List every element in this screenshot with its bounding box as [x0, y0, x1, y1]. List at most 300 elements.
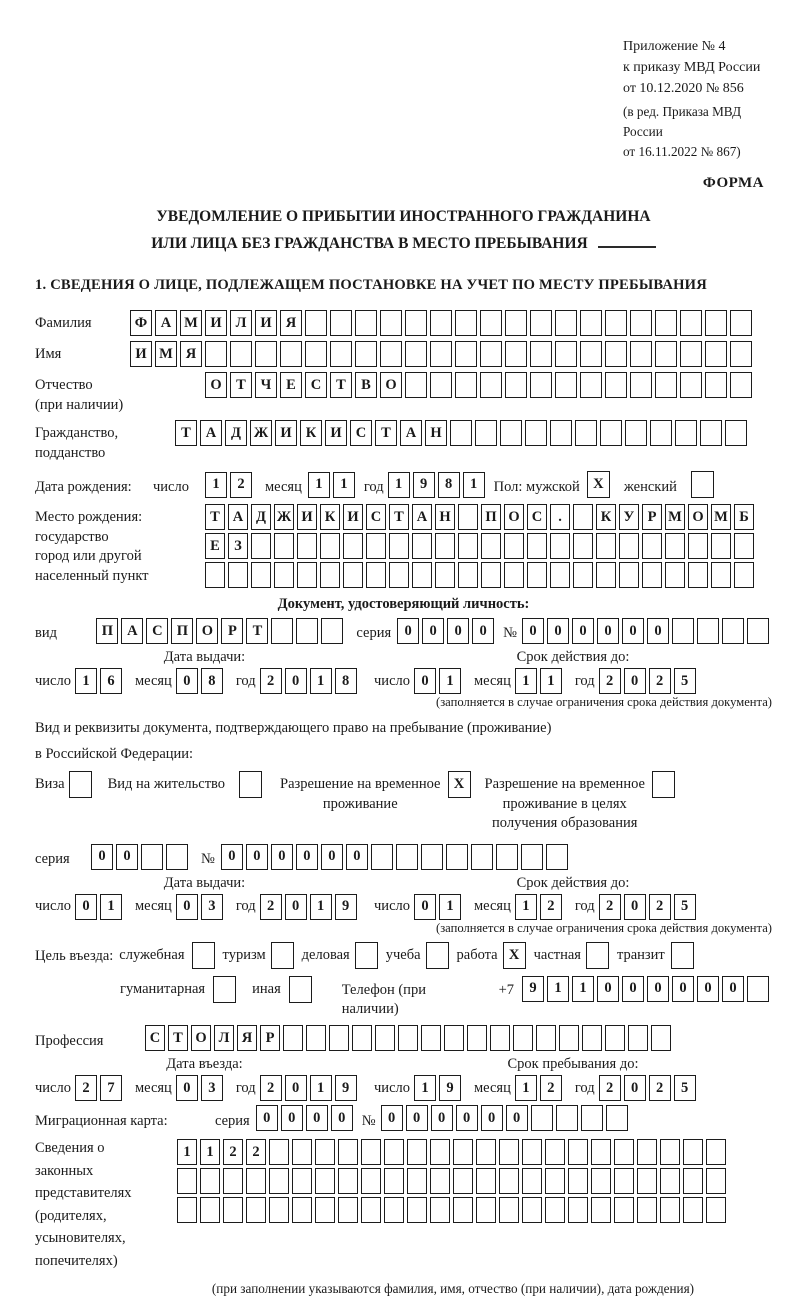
form-cell[interactable]: [573, 533, 593, 559]
form-cell[interactable]: [711, 562, 731, 588]
form-cell[interactable]: [280, 341, 302, 367]
form-cell[interactable]: О: [380, 372, 402, 398]
form-cell[interactable]: [205, 341, 227, 367]
form-cell[interactable]: [575, 420, 597, 446]
form-cell[interactable]: [605, 1025, 625, 1051]
form-cell[interactable]: 0: [176, 894, 198, 920]
form-cell[interactable]: 0: [672, 976, 694, 1002]
form-cell[interactable]: [446, 844, 468, 870]
form-cell[interactable]: [329, 1025, 349, 1051]
form-cell[interactable]: [330, 341, 352, 367]
form-cell[interactable]: 2: [260, 668, 282, 694]
form-cell[interactable]: 1: [200, 1139, 220, 1165]
form-cell[interactable]: 1: [388, 472, 410, 498]
form-cell[interactable]: Т: [246, 618, 268, 644]
form-cell[interactable]: 9: [413, 472, 435, 498]
form-cell[interactable]: [455, 372, 477, 398]
form-cell[interactable]: 1: [540, 668, 562, 694]
form-cell[interactable]: С: [146, 618, 168, 644]
purpose-study-checkbox[interactable]: [426, 942, 449, 969]
form-cell[interactable]: [430, 1197, 450, 1223]
form-cell[interactable]: Р: [260, 1025, 280, 1051]
form-cell[interactable]: [481, 562, 501, 588]
form-cell[interactable]: 0: [414, 894, 436, 920]
form-cell[interactable]: [338, 1139, 358, 1165]
form-cell[interactable]: [545, 1168, 565, 1194]
form-cell[interactable]: О: [205, 372, 227, 398]
form-cell[interactable]: [361, 1197, 381, 1223]
form-cell[interactable]: 1: [439, 668, 461, 694]
form-cell[interactable]: [550, 562, 570, 588]
form-cell[interactable]: [246, 1168, 266, 1194]
form-cell[interactable]: 9: [335, 1075, 357, 1101]
form-cell[interactable]: 0: [624, 668, 646, 694]
form-cell[interactable]: [550, 420, 572, 446]
form-cell[interactable]: [697, 618, 719, 644]
form-cell[interactable]: 0: [422, 618, 444, 644]
form-cell[interactable]: М: [180, 310, 202, 336]
form-cell[interactable]: С: [366, 504, 386, 530]
form-cell[interactable]: [600, 420, 622, 446]
form-cell[interactable]: [521, 844, 543, 870]
form-cell[interactable]: 1: [310, 1075, 332, 1101]
form-cell[interactable]: [630, 310, 652, 336]
form-cell[interactable]: [580, 341, 602, 367]
form-cell[interactable]: [637, 1139, 657, 1165]
form-cell[interactable]: [321, 618, 343, 644]
form-cell[interactable]: [722, 618, 744, 644]
form-cell[interactable]: [306, 1025, 326, 1051]
form-cell[interactable]: [655, 341, 677, 367]
form-cell[interactable]: [605, 310, 627, 336]
form-cell[interactable]: [338, 1197, 358, 1223]
form-cell[interactable]: 0: [624, 894, 646, 920]
form-cell[interactable]: С: [145, 1025, 165, 1051]
form-cell[interactable]: [683, 1139, 703, 1165]
form-cell[interactable]: 1: [572, 976, 594, 1002]
form-cell[interactable]: [568, 1139, 588, 1165]
form-cell[interactable]: [568, 1168, 588, 1194]
form-cell[interactable]: 0: [624, 1075, 646, 1101]
form-cell[interactable]: [292, 1197, 312, 1223]
form-cell[interactable]: 0: [176, 668, 198, 694]
form-cell[interactable]: [315, 1197, 335, 1223]
form-cell[interactable]: 0: [285, 668, 307, 694]
form-cell[interactable]: [700, 420, 722, 446]
form-cell[interactable]: Ж: [274, 504, 294, 530]
form-cell[interactable]: 0: [176, 1075, 198, 1101]
form-cell[interactable]: [605, 341, 627, 367]
form-cell[interactable]: [355, 310, 377, 336]
form-cell[interactable]: [297, 533, 317, 559]
form-cell[interactable]: [734, 533, 754, 559]
form-cell[interactable]: [619, 533, 639, 559]
form-cell[interactable]: Н: [435, 504, 455, 530]
form-cell[interactable]: 0: [281, 1105, 303, 1131]
form-cell[interactable]: А: [412, 504, 432, 530]
form-cell[interactable]: [580, 310, 602, 336]
form-cell[interactable]: [680, 341, 702, 367]
form-cell[interactable]: [476, 1139, 496, 1165]
form-cell[interactable]: О: [196, 618, 218, 644]
form-cell[interactable]: Ф: [130, 310, 152, 336]
form-cell[interactable]: [730, 372, 752, 398]
form-cell[interactable]: [630, 341, 652, 367]
form-cell[interactable]: [430, 341, 452, 367]
form-cell[interactable]: 0: [271, 844, 293, 870]
purpose-business-checkbox[interactable]: [355, 942, 378, 969]
form-cell[interactable]: [711, 533, 731, 559]
form-cell[interactable]: [305, 341, 327, 367]
form-cell[interactable]: [642, 533, 662, 559]
form-cell[interactable]: 1: [439, 894, 461, 920]
form-cell[interactable]: [200, 1197, 220, 1223]
form-cell[interactable]: А: [200, 420, 222, 446]
form-cell[interactable]: 0: [647, 618, 669, 644]
form-cell[interactable]: .: [550, 504, 570, 530]
form-cell[interactable]: 2: [260, 1075, 282, 1101]
form-cell[interactable]: Н: [425, 420, 447, 446]
form-cell[interactable]: [471, 844, 493, 870]
form-cell[interactable]: 2: [260, 894, 282, 920]
purpose-work-checkbox[interactable]: X: [503, 942, 526, 969]
form-cell[interactable]: [619, 562, 639, 588]
form-cell[interactable]: С: [305, 372, 327, 398]
form-cell[interactable]: А: [155, 310, 177, 336]
form-cell[interactable]: [555, 310, 577, 336]
form-cell[interactable]: 2: [246, 1139, 266, 1165]
residence-permit-checkbox[interactable]: [239, 771, 262, 798]
form-cell[interactable]: Т: [175, 420, 197, 446]
visa-checkbox[interactable]: [69, 771, 92, 798]
purpose-humanitarian-checkbox[interactable]: [213, 976, 236, 1003]
form-cell[interactable]: [384, 1197, 404, 1223]
form-cell[interactable]: [559, 1025, 579, 1051]
form-cell[interactable]: 0: [221, 844, 243, 870]
form-cell[interactable]: 0: [414, 668, 436, 694]
form-cell[interactable]: И: [205, 310, 227, 336]
form-cell[interactable]: [453, 1197, 473, 1223]
form-cell[interactable]: 0: [331, 1105, 353, 1131]
form-cell[interactable]: [531, 1105, 553, 1131]
form-cell[interactable]: 6: [100, 668, 122, 694]
form-cell[interactable]: [591, 1139, 611, 1165]
form-cell[interactable]: [396, 844, 418, 870]
form-cell[interactable]: [269, 1197, 289, 1223]
form-cell[interactable]: [246, 1197, 266, 1223]
form-cell[interactable]: Т: [230, 372, 252, 398]
form-cell[interactable]: [655, 372, 677, 398]
form-cell[interactable]: П: [481, 504, 501, 530]
form-cell[interactable]: К: [320, 504, 340, 530]
form-cell[interactable]: [582, 1025, 602, 1051]
form-cell[interactable]: [637, 1197, 657, 1223]
form-cell[interactable]: 0: [406, 1105, 428, 1131]
form-cell[interactable]: 1: [547, 976, 569, 1002]
form-cell[interactable]: [455, 341, 477, 367]
form-cell[interactable]: Я: [237, 1025, 257, 1051]
form-cell[interactable]: Л: [214, 1025, 234, 1051]
form-cell[interactable]: [292, 1168, 312, 1194]
form-cell[interactable]: Я: [280, 310, 302, 336]
form-cell[interactable]: 0: [481, 1105, 503, 1131]
form-cell[interactable]: [730, 310, 752, 336]
form-cell[interactable]: И: [297, 504, 317, 530]
form-cell[interactable]: [405, 341, 427, 367]
form-cell[interactable]: [665, 533, 685, 559]
form-cell[interactable]: [274, 533, 294, 559]
form-cell[interactable]: Л: [230, 310, 252, 336]
form-cell[interactable]: 0: [306, 1105, 328, 1131]
form-cell[interactable]: [407, 1139, 427, 1165]
form-cell[interactable]: 8: [335, 668, 357, 694]
form-cell[interactable]: [522, 1197, 542, 1223]
form-cell[interactable]: 2: [230, 472, 252, 498]
form-cell[interactable]: [405, 310, 427, 336]
form-cell[interactable]: Б: [734, 504, 754, 530]
form-cell[interactable]: М: [665, 504, 685, 530]
form-cell[interactable]: [530, 341, 552, 367]
form-cell[interactable]: [205, 562, 225, 588]
form-cell[interactable]: 5: [674, 668, 696, 694]
form-cell[interactable]: [660, 1168, 680, 1194]
form-cell[interactable]: И: [343, 504, 363, 530]
form-cell[interactable]: 1: [308, 472, 330, 498]
form-cell[interactable]: 5: [674, 894, 696, 920]
form-cell[interactable]: П: [96, 618, 118, 644]
form-cell[interactable]: [444, 1025, 464, 1051]
form-cell[interactable]: О: [504, 504, 524, 530]
form-cell[interactable]: [680, 372, 702, 398]
form-cell[interactable]: [628, 1025, 648, 1051]
form-cell[interactable]: 0: [381, 1105, 403, 1131]
form-cell[interactable]: 8: [201, 668, 223, 694]
form-cell[interactable]: [480, 372, 502, 398]
form-cell[interactable]: [550, 533, 570, 559]
purpose-official-checkbox[interactable]: [192, 942, 215, 969]
form-cell[interactable]: [688, 562, 708, 588]
form-cell[interactable]: С: [527, 504, 547, 530]
form-cell[interactable]: [271, 618, 293, 644]
form-cell[interactable]: [430, 372, 452, 398]
form-cell[interactable]: [665, 562, 685, 588]
form-cell[interactable]: [458, 533, 478, 559]
form-cell[interactable]: [407, 1197, 427, 1223]
form-cell[interactable]: [505, 372, 527, 398]
form-cell[interactable]: 0: [456, 1105, 478, 1131]
form-cell[interactable]: [269, 1168, 289, 1194]
form-cell[interactable]: [255, 341, 277, 367]
form-cell[interactable]: [481, 533, 501, 559]
form-cell[interactable]: [177, 1168, 197, 1194]
form-cell[interactable]: [747, 618, 769, 644]
form-cell[interactable]: [361, 1139, 381, 1165]
form-cell[interactable]: [706, 1197, 726, 1223]
form-cell[interactable]: 0: [472, 618, 494, 644]
form-cell[interactable]: [421, 1025, 441, 1051]
form-cell[interactable]: [490, 1025, 510, 1051]
form-cell[interactable]: 0: [597, 618, 619, 644]
form-cell[interactable]: [504, 533, 524, 559]
form-cell[interactable]: Т: [205, 504, 225, 530]
form-cell[interactable]: [614, 1139, 634, 1165]
form-cell[interactable]: 0: [397, 618, 419, 644]
form-cell[interactable]: [398, 1025, 418, 1051]
form-cell[interactable]: [292, 1139, 312, 1165]
form-cell[interactable]: [683, 1197, 703, 1223]
form-cell[interactable]: [573, 562, 593, 588]
form-cell[interactable]: [380, 310, 402, 336]
form-cell[interactable]: [412, 533, 432, 559]
form-cell[interactable]: [338, 1168, 358, 1194]
form-cell[interactable]: [435, 562, 455, 588]
form-cell[interactable]: 9: [522, 976, 544, 1002]
form-cell[interactable]: 3: [201, 1075, 223, 1101]
form-cell[interactable]: 1: [515, 668, 537, 694]
form-cell[interactable]: Ж: [250, 420, 272, 446]
form-cell[interactable]: [384, 1139, 404, 1165]
form-cell[interactable]: [705, 341, 727, 367]
form-cell[interactable]: [596, 533, 616, 559]
form-cell[interactable]: [480, 341, 502, 367]
form-cell[interactable]: [499, 1168, 519, 1194]
form-cell[interactable]: Ч: [255, 372, 277, 398]
form-cell[interactable]: [596, 562, 616, 588]
form-cell[interactable]: [614, 1197, 634, 1223]
form-cell[interactable]: 1: [310, 894, 332, 920]
form-cell[interactable]: [522, 1139, 542, 1165]
form-cell[interactable]: [366, 533, 386, 559]
form-cell[interactable]: 1: [100, 894, 122, 920]
form-cell[interactable]: 0: [597, 976, 619, 1002]
form-cell[interactable]: [706, 1168, 726, 1194]
purpose-tourism-checkbox[interactable]: [271, 942, 294, 969]
form-cell[interactable]: 2: [649, 894, 671, 920]
form-cell[interactable]: [606, 1105, 628, 1131]
form-cell[interactable]: [361, 1168, 381, 1194]
form-cell[interactable]: 7: [100, 1075, 122, 1101]
form-cell[interactable]: С: [350, 420, 372, 446]
form-cell[interactable]: 1: [515, 894, 537, 920]
form-cell[interactable]: [527, 562, 547, 588]
form-cell[interactable]: [453, 1168, 473, 1194]
form-cell[interactable]: [630, 372, 652, 398]
form-cell[interactable]: [706, 1139, 726, 1165]
sex-male-checkbox[interactable]: X: [587, 471, 610, 498]
form-cell[interactable]: О: [688, 504, 708, 530]
form-cell[interactable]: 0: [116, 844, 138, 870]
form-cell[interactable]: [476, 1168, 496, 1194]
form-cell[interactable]: [747, 976, 769, 1002]
form-cell[interactable]: Т: [389, 504, 409, 530]
form-cell[interactable]: 0: [91, 844, 113, 870]
form-cell[interactable]: [660, 1197, 680, 1223]
form-cell[interactable]: О: [191, 1025, 211, 1051]
form-cell[interactable]: М: [711, 504, 731, 530]
form-cell[interactable]: [296, 618, 318, 644]
form-cell[interactable]: [297, 562, 317, 588]
form-cell[interactable]: [251, 533, 271, 559]
form-cell[interactable]: Д: [225, 420, 247, 446]
form-cell[interactable]: [458, 562, 478, 588]
form-cell[interactable]: [734, 562, 754, 588]
form-cell[interactable]: [228, 562, 248, 588]
form-cell[interactable]: И: [275, 420, 297, 446]
form-cell[interactable]: [505, 341, 527, 367]
form-cell[interactable]: [405, 372, 427, 398]
form-cell[interactable]: 1: [463, 472, 485, 498]
form-cell[interactable]: [475, 420, 497, 446]
form-cell[interactable]: 1: [75, 668, 97, 694]
form-cell[interactable]: [380, 341, 402, 367]
purpose-private-checkbox[interactable]: [586, 942, 609, 969]
form-cell[interactable]: 0: [285, 894, 307, 920]
form-cell[interactable]: Р: [642, 504, 662, 530]
form-cell[interactable]: [407, 1168, 427, 1194]
form-cell[interactable]: [430, 1168, 450, 1194]
form-cell[interactable]: А: [400, 420, 422, 446]
form-cell[interactable]: В: [355, 372, 377, 398]
form-cell[interactable]: 0: [285, 1075, 307, 1101]
form-cell[interactable]: [705, 310, 727, 336]
form-cell[interactable]: [166, 844, 188, 870]
form-cell[interactable]: А: [121, 618, 143, 644]
form-cell[interactable]: [536, 1025, 556, 1051]
purpose-transit-checkbox[interactable]: [671, 942, 694, 969]
form-cell[interactable]: [730, 341, 752, 367]
form-cell[interactable]: 2: [599, 894, 621, 920]
form-cell[interactable]: [581, 1105, 603, 1131]
form-cell[interactable]: [476, 1197, 496, 1223]
form-cell[interactable]: 9: [439, 1075, 461, 1101]
form-cell[interactable]: [499, 1139, 519, 1165]
form-cell[interactable]: 1: [333, 472, 355, 498]
form-cell[interactable]: [223, 1168, 243, 1194]
form-cell[interactable]: [251, 562, 271, 588]
form-cell[interactable]: [545, 1197, 565, 1223]
form-cell[interactable]: [230, 341, 252, 367]
form-cell[interactable]: [283, 1025, 303, 1051]
form-cell[interactable]: [450, 420, 472, 446]
form-cell[interactable]: К: [300, 420, 322, 446]
form-cell[interactable]: [705, 372, 727, 398]
form-cell[interactable]: 0: [506, 1105, 528, 1131]
form-cell[interactable]: [223, 1197, 243, 1223]
form-cell[interactable]: Р: [221, 618, 243, 644]
form-cell[interactable]: [522, 1168, 542, 1194]
form-cell[interactable]: [545, 1139, 565, 1165]
form-cell[interactable]: [614, 1168, 634, 1194]
form-cell[interactable]: [556, 1105, 578, 1131]
form-cell[interactable]: 0: [346, 844, 368, 870]
form-cell[interactable]: [315, 1139, 335, 1165]
form-cell[interactable]: [305, 310, 327, 336]
form-cell[interactable]: [141, 844, 163, 870]
form-cell[interactable]: [555, 341, 577, 367]
form-cell[interactable]: [546, 844, 568, 870]
form-cell[interactable]: [330, 310, 352, 336]
form-cell[interactable]: 5: [674, 1075, 696, 1101]
form-cell[interactable]: Я: [180, 341, 202, 367]
form-cell[interactable]: И: [130, 341, 152, 367]
form-cell[interactable]: [480, 310, 502, 336]
form-cell[interactable]: [389, 533, 409, 559]
form-cell[interactable]: [435, 533, 455, 559]
form-cell[interactable]: 0: [572, 618, 594, 644]
form-cell[interactable]: [591, 1197, 611, 1223]
form-cell[interactable]: [525, 420, 547, 446]
form-cell[interactable]: [274, 562, 294, 588]
